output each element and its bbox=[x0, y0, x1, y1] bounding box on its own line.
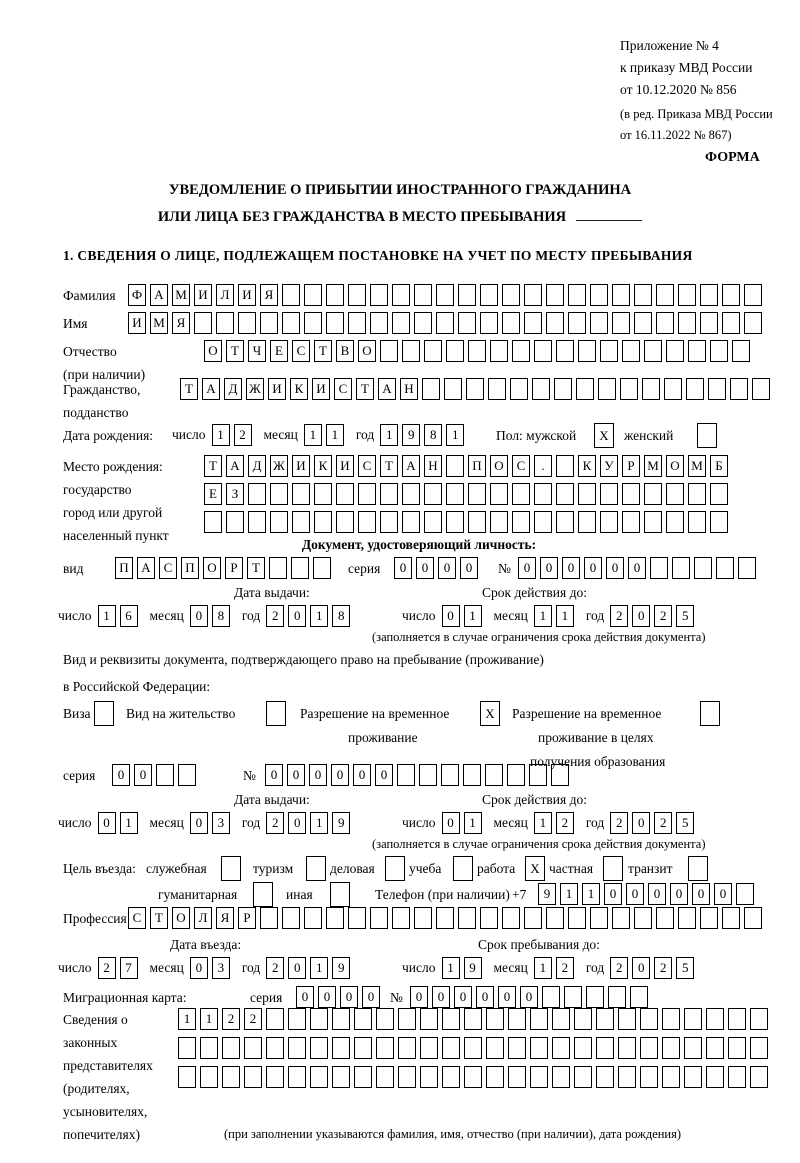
purpose-private-checkbox bbox=[603, 856, 623, 881]
birth-place-row-1: Т А Д Ж И К И С Т А Н П О С . К У Р М О М Б bbox=[204, 455, 728, 477]
purpose-tourism-label: туризм bbox=[253, 861, 294, 876]
residence-valid-date-group: число 0 1 месяц 1 2 год 2 0 2 5 bbox=[402, 812, 694, 834]
birth-place-row-2: Е З bbox=[204, 483, 728, 505]
residence-permit-label: Вид на жительство bbox=[126, 706, 236, 721]
doc-issue-date-group: число 1 6 месяц 0 8 год 2 0 1 8 bbox=[58, 605, 350, 627]
name-label: Имя bbox=[63, 316, 88, 331]
birth-date-group: число 1 2 месяц 1 1 год 1 9 8 1 bbox=[172, 424, 464, 446]
doc-number-label: № bbox=[498, 561, 511, 576]
purpose-official-label: служебная bbox=[146, 861, 207, 876]
edu-permit-line-1: Разрешение на временное bbox=[512, 706, 662, 721]
temp-permit-line-2: проживание bbox=[348, 730, 418, 745]
purpose-official-checkbox bbox=[221, 856, 241, 881]
visa-checkbox bbox=[94, 701, 114, 726]
purpose-other-label: иная bbox=[286, 887, 313, 902]
representatives-row-2 bbox=[178, 1037, 768, 1059]
sex-female-checkbox bbox=[697, 423, 717, 448]
temp-permit-line-1: Разрешение на временное bbox=[300, 706, 450, 721]
form-label: ФОРМА bbox=[705, 150, 760, 165]
birth-place-label-2: государство bbox=[63, 482, 132, 497]
representatives-label-2: законных bbox=[63, 1035, 118, 1050]
profession-label: Профессия bbox=[63, 911, 127, 926]
profession-cells: С Т О Л Я Р bbox=[128, 907, 762, 929]
representatives-label-3: представителях bbox=[63, 1058, 153, 1073]
sex-female-label: женский bbox=[624, 428, 674, 443]
doc-kind-cells: П А С П О Р Т bbox=[115, 557, 331, 579]
purpose-label: Цель въезда: bbox=[63, 861, 136, 876]
residence-issue-date-group: число 0 1 месяц 0 3 год 2 0 1 9 bbox=[58, 812, 350, 834]
birth-date-label: Дата рождения: bbox=[63, 428, 154, 443]
edu-permit-checkbox bbox=[700, 701, 720, 726]
residence-series-label: серия bbox=[63, 768, 96, 783]
migration-number-cells: 0 0 0 0 0 0 bbox=[410, 986, 648, 1008]
purpose-other-checkbox bbox=[330, 882, 350, 907]
purpose-work-checkbox: X bbox=[525, 856, 545, 881]
appendix-line-2: к приказу МВД России bbox=[620, 60, 753, 75]
sex-male-checkbox: X bbox=[594, 423, 614, 448]
migration-series-cells: 0 0 0 0 bbox=[296, 986, 380, 1008]
citizenship-label: Гражданство, bbox=[63, 382, 141, 397]
purpose-study-checkbox bbox=[453, 856, 473, 881]
citizenship-sublabel: подданство bbox=[63, 405, 129, 420]
representatives-label-5: усыновителях, bbox=[63, 1104, 148, 1119]
edu-permit-line-2: проживание в целях bbox=[538, 730, 654, 745]
birth-place-label-3: город или другой bbox=[63, 505, 163, 520]
appendix-sub-line-1: (в ред. Приказа МВД России bbox=[620, 107, 773, 121]
purpose-transit-label: транзит bbox=[628, 861, 673, 876]
representatives-row-1: 1 1 2 2 bbox=[178, 1008, 768, 1030]
citizenship-cells: Т А Д Ж И К И С Т А Н bbox=[180, 378, 770, 400]
purpose-study-label: учеба bbox=[409, 861, 442, 876]
surname-label: Фамилия bbox=[63, 288, 116, 303]
migration-series-label: серия bbox=[250, 990, 283, 1005]
residence-intro-1: Вид и реквизиты документа, подтверждающего право на пребывание (проживание) bbox=[63, 652, 544, 667]
doc-series-cells: 0 0 0 0 bbox=[394, 557, 478, 579]
surname-cells: Ф А М И Л И Я bbox=[128, 284, 762, 306]
representatives-label-4: (родителях, bbox=[63, 1081, 130, 1096]
residence-valid-header: Срок действия до: bbox=[482, 792, 587, 807]
appendix-line-3: от 10.12.2020 № 856 bbox=[620, 82, 737, 97]
purpose-transit-checkbox bbox=[688, 856, 708, 881]
entry-date-group: число 2 7 месяц 0 3 год 2 0 1 9 bbox=[58, 957, 350, 979]
doc-valid-header: Срок действия до: bbox=[482, 585, 587, 600]
residence-permit-checkbox bbox=[266, 701, 286, 726]
migration-number-label: № bbox=[390, 990, 403, 1005]
appendix-line-1: Приложение № 4 bbox=[620, 38, 719, 53]
purpose-private-label: частная bbox=[549, 861, 594, 876]
patronymic-label: Отчество bbox=[63, 344, 117, 359]
section-1-heading: 1. СВЕДЕНИЯ О ЛИЦЕ, ПОДЛЕЖАЩЕМ ПОСТАНОВКЕ НА УЧЕТ ПО МЕСТУ ПРЕБЫВАНИЯ bbox=[63, 248, 693, 263]
purpose-humanitarian-label: гуманитарная bbox=[158, 887, 238, 902]
doc-series-label: серия bbox=[348, 561, 381, 576]
patronymic-cells: О Т Ч Е С Т В О bbox=[204, 340, 750, 362]
doc-issue-header: Дата выдачи: bbox=[234, 585, 310, 600]
residence-valid-note: (заполняется в случае ограничения срока действия документа) bbox=[372, 837, 706, 851]
form-title-line-2: ИЛИ ЛИЦА БЕЗ ГРАЖДАНСТВА В МЕСТО ПРЕБЫВАНИЯ bbox=[157, 209, 567, 225]
edu-permit-line-3: получения образования bbox=[530, 754, 666, 769]
purpose-humanitarian-checkbox bbox=[253, 882, 273, 907]
form-title-line-1: УВЕДОМЛЕНИЕ О ПРИБЫТИИ ИНОСТРАННОГО ГРАЖДАНИНА bbox=[168, 182, 632, 198]
phone-prefix: +7 bbox=[512, 887, 527, 902]
residence-issue-header: Дата выдачи: bbox=[234, 792, 310, 807]
birth-place-label-4: населенный пункт bbox=[63, 528, 169, 543]
migration-card-label: Миграционная карта: bbox=[63, 990, 187, 1005]
representatives-row-3 bbox=[178, 1066, 768, 1088]
representatives-label-1: Сведения о bbox=[63, 1012, 128, 1027]
identity-doc-heading: Документ, удостоверяющий личность: bbox=[301, 537, 537, 552]
residence-series-cells: 0 0 bbox=[112, 764, 196, 786]
name-cells: И М Я bbox=[128, 312, 762, 334]
appendix-sub-line-2: от 16.11.2022 № 867) bbox=[620, 128, 732, 142]
visa-label: Виза bbox=[63, 706, 91, 721]
purpose-work-label: работа bbox=[477, 861, 516, 876]
temp-permit-checkbox: X bbox=[480, 701, 500, 726]
stay-until-header: Срок пребывания до: bbox=[478, 937, 600, 952]
phone-cells: 9 1 1 0 0 0 0 0 0 bbox=[538, 883, 754, 905]
purpose-business-checkbox bbox=[385, 856, 405, 881]
entry-date-header: Дата въезда: bbox=[170, 937, 242, 952]
doc-number-cells: 0 0 0 0 0 0 bbox=[518, 557, 756, 579]
patronymic-sublabel: (при наличии) bbox=[63, 367, 146, 382]
sex-male-label: Пол: мужской bbox=[496, 428, 577, 443]
phone-label: Телефон (при наличии) bbox=[375, 887, 510, 902]
title-blank-line bbox=[576, 205, 642, 221]
residence-number-label: № bbox=[243, 768, 256, 783]
doc-kind-label: вид bbox=[63, 561, 84, 576]
residence-intro-2: в Российской Федерации: bbox=[63, 679, 211, 694]
purpose-tourism-checkbox bbox=[306, 856, 326, 881]
residence-number-cells: 0 0 0 0 0 0 bbox=[265, 764, 569, 786]
doc-valid-date-group: число 0 1 месяц 1 1 год 2 0 2 5 bbox=[402, 605, 694, 627]
birth-place-label-1: Место рождения: bbox=[63, 459, 163, 474]
birth-place-row-3 bbox=[204, 511, 728, 533]
doc-valid-note: (заполняется в случае ограничения срока действия документа) bbox=[372, 630, 706, 644]
representatives-label-6: попечителях) bbox=[63, 1127, 140, 1142]
representatives-note: (при заполнении указываются фамилия, имя, отчество (при наличии), дата рождения) bbox=[224, 1127, 682, 1141]
stay-until-date-group: число 1 9 месяц 1 2 год 2 0 2 5 bbox=[402, 957, 694, 979]
purpose-business-label: деловая bbox=[330, 861, 375, 876]
